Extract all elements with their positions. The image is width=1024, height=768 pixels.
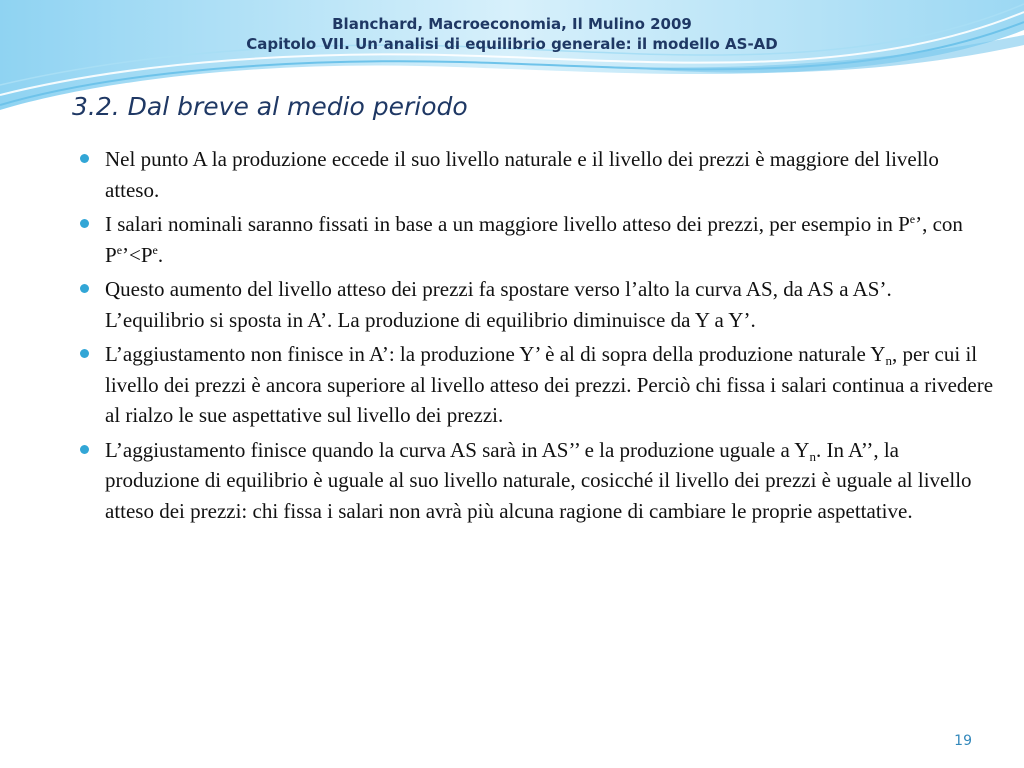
bullet-text: L’aggiustamento finisce quando la curva AS sarà in AS’’ e la produzione uguale a $Y_n$. In A’’, la produzione di equilibrio è uguale al suo livello naturale, cosicché il livello dei prezzi è uguale al livello atteso dei prezzi: chi fissa i salari non avrà più alcuna ragione di cambiare le proprie aspettative. [105, 437, 972, 523]
bullet-dot-icon [80, 219, 89, 228]
header-line-2: Capitolo VII. Un’analisi di equilibrio generale: il modello AS-AD [246, 35, 778, 53]
slide-header [0, 14, 1024, 54]
bullet-text: Questo aumento del livello atteso dei prezzi fa spostare verso l’alto la curva AS, da AS a AS’. L’equilibrio si sposta in A’. La produzione di equilibrio diminuisce da Y a Y’. [105, 277, 892, 332]
bullet-text: I salari nominali saranno fissati in base a un maggiore livello atteso dei prezzi, per esempio in $P^e$’, con $P^e’<P^e$. [105, 212, 963, 267]
bullet-text: Nel punto A la produzione eccede il suo livello naturale e il livello dei prezzi è maggiore del livello atteso. [105, 147, 939, 202]
bullet-dot-icon [80, 284, 89, 293]
slide-title: 3.2. Dal breve al medio periodo [72, 92, 468, 121]
bullet-item-3 [80, 274, 995, 335]
bullet-dot-icon [80, 445, 89, 454]
header-line-1: Blanchard, Macroeconomia, Il Mulino 2009 [332, 15, 692, 33]
bullet-dot-icon [80, 349, 89, 358]
bullet-item-2 [80, 209, 995, 270]
bullet-dot-icon [80, 154, 89, 163]
bullet-item-5 [80, 435, 995, 527]
bullet-item-1 [80, 144, 995, 205]
bullet-text: L’aggiustamento non finisce in A’: la produzione Y’ è al di sopra della produzione naturale $Y_n$, per cui il livello dei prezzi è ancora superiore al livello atteso dei prezzi. Perciò chi fissa i salari continua a rivedere al rialzo le sue aspettative sul livello dei prezzi. [105, 342, 994, 427]
bullet-list [80, 144, 995, 530]
bullet-item-4 [80, 339, 995, 431]
page-number: 19 [954, 733, 972, 749]
